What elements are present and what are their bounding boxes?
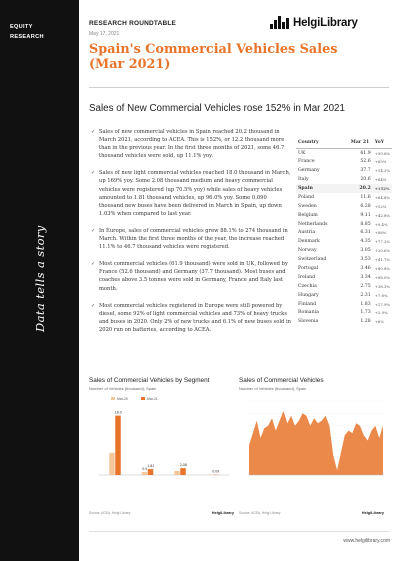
bullet-text: In Europe, sales of commercial vehicles grew 88.1% to 274 thousand in March. Within the first three months of the year, the increase reached 11.1% to 46.7 thousand vehicles were registered. xyxy=(99,227,288,251)
table-row xyxy=(296,166,392,175)
chart-subtitle: Number of Vehicles (thousand), Spain xyxy=(239,386,307,391)
table-cell-yoy: +20.6% xyxy=(374,248,390,254)
table-cell-country: Hungary xyxy=(298,292,319,298)
bar xyxy=(115,416,121,475)
page-title: Spain's Commercial Vehicles Sales (Mar 2021) xyxy=(89,42,338,72)
table-body xyxy=(296,149,392,327)
table-cell-value: 8.85 xyxy=(360,221,371,227)
area-series xyxy=(249,411,383,475)
chart-brand: HelgiLibrary xyxy=(361,511,384,515)
table-cell-country: Czechia xyxy=(298,283,317,289)
table-cell-yoy: +50.6% xyxy=(374,150,390,156)
bar-chart-logo-icon xyxy=(270,16,290,29)
table-cell-value: 3.53 xyxy=(360,257,371,263)
chart-title: Sales of Commercial Vehicles xyxy=(239,377,324,384)
table-cell-country: Romania xyxy=(298,310,319,316)
table-cell-value: 3.05 xyxy=(360,248,371,254)
table-row xyxy=(296,300,392,309)
table-cell-value: 61.9 xyxy=(360,150,371,156)
table-cell-country: Ireland xyxy=(298,274,316,280)
logo-text: HelgiLibrary xyxy=(293,16,358,29)
bullet-list xyxy=(91,128,291,343)
table-cell-country: Slovenia xyxy=(298,319,319,325)
bullet-text: Most commercial vehicles (61.9 thousand) were sold in UK, followed by France (52.6 thousand) and Germany (37.7 thousand). Most buses and coaches above 3.5 tonnes were sold in Germany, France and Italy last month. xyxy=(99,261,288,292)
table-cell-yoy: +64.8% xyxy=(374,194,390,200)
table-cell-value: 3.46 xyxy=(360,266,371,272)
table-row xyxy=(296,193,392,202)
bar xyxy=(180,468,186,475)
table-row xyxy=(296,157,392,166)
bullet-text: Most commercial vehicles registered in Europe were still powered by diesel, some 92% of light commercial vehicles and 73% of heavy trucks and buses in 2020. Only 2% of new trucks and 6.1% of new buses sold in 2020 run on batteries, according to ACEA. xyxy=(99,302,291,333)
tagline-text: Data tells a story xyxy=(33,225,47,332)
bar xyxy=(142,472,148,475)
table-cell-country: Finland xyxy=(298,301,317,307)
table-cell-value: 2.31 xyxy=(360,292,371,298)
sidebar-category xyxy=(10,22,44,42)
table-cell-value: 1.83 xyxy=(360,301,371,307)
table-cell-yoy: +65% xyxy=(374,159,387,165)
table-header-row xyxy=(296,138,392,149)
logo[interactable] xyxy=(270,16,358,29)
table-cell-value: 52.6 xyxy=(360,159,371,165)
bar xyxy=(148,469,154,475)
chart-source: Source: ACEA, Helgi Library xyxy=(239,511,281,515)
table-cell-value: 4.35 xyxy=(360,239,371,245)
table-cell-value: 1.28 xyxy=(360,319,371,325)
table-cell-yoy: +38.3% xyxy=(374,283,390,289)
data-label: 2.08 xyxy=(179,463,187,468)
trend-chart xyxy=(239,377,384,515)
table-cell-value: 20.6 xyxy=(360,177,371,183)
table-cell-country: Switzerland xyxy=(298,257,327,263)
table-row xyxy=(296,246,392,255)
column-header-value: Mar 21 xyxy=(349,138,373,149)
table-cell-yoy: +2.9% xyxy=(374,310,388,316)
table-row xyxy=(296,282,392,291)
table-row xyxy=(296,309,392,318)
check-icon: ✓ xyxy=(91,227,96,234)
check-icon: ✓ xyxy=(91,261,96,268)
table-cell-country: Spain xyxy=(296,184,349,193)
bullet-text: Sales of new light commercial vehicles reached 18.0 thousand in March, up 169% yoy. Some 2.08 thousand medium and heavy commercial vehicles were registered (up 70.5% yoy) while sales of heavy vehicles amounted to 1.81 thousand vehicles, up 96.0% yoy. Some 0.090 thousand new buses have been delivered in March in Spain, up down 1.03% when compared to last year. xyxy=(99,170,291,217)
table-row xyxy=(296,211,392,220)
table-cell-yoy: +86% xyxy=(374,230,387,236)
header-divider xyxy=(89,87,389,88)
table-row xyxy=(296,229,392,238)
category-line-1: EQUITY xyxy=(10,24,33,30)
bullet-text: Sales of new commercial vehicles in Spain reached 20.2 thousand in March 2021, according to ACEA. This is 152%, or 12.2 thousand more than in the previous year. In the first three months of 2021, some 46.7 thousand vehicles were sold, up 11.1% yoy. xyxy=(99,129,285,160)
table-row xyxy=(296,149,392,158)
table-cell-country: Austria xyxy=(298,230,316,236)
table-cell-value: 2.75 xyxy=(360,283,371,289)
table-cell-yoy: +80.8% xyxy=(374,266,390,272)
trend-chart-svg xyxy=(239,395,389,499)
legend-label: Mar-20 xyxy=(117,397,128,401)
page-subheading: Sales of New Commercial Vehicles rose 152% in Mar 2021 xyxy=(89,103,345,114)
bar xyxy=(174,471,180,475)
table-cell-value: 6.31 xyxy=(360,230,371,236)
bar xyxy=(109,453,115,475)
legend-swatch xyxy=(141,397,145,400)
table-row xyxy=(296,291,392,300)
table-row xyxy=(296,184,392,193)
table-row xyxy=(296,255,392,264)
table-cell-value: 1.73 xyxy=(360,310,371,316)
data-label: 0.9 xyxy=(142,467,148,472)
table-cell-yoy: +9.4% xyxy=(374,221,388,227)
chart-source: Source: ACEA, Helgi Library xyxy=(89,511,131,515)
table-cell-yoy: +77.2% xyxy=(374,239,390,245)
table-row xyxy=(296,237,392,246)
table-row xyxy=(296,220,392,229)
footer-divider xyxy=(89,531,389,532)
segment-chart-svg xyxy=(89,395,234,499)
list-item xyxy=(91,128,291,160)
table-cell-country: Portugal xyxy=(298,266,319,272)
table-cell-yoy: +52% xyxy=(374,203,387,209)
table-row xyxy=(296,317,392,326)
table-cell-yoy: +152% xyxy=(373,184,392,193)
table-cell-country: Norway xyxy=(298,248,317,254)
check-icon: ✓ xyxy=(91,302,96,309)
table-cell-yoy: +14.2% xyxy=(374,168,390,174)
chart-brand: HelgiLibrary xyxy=(211,511,234,515)
table-cell-yoy: +42.8% xyxy=(374,212,390,218)
table-cell-yoy: +64% xyxy=(374,177,387,183)
table-cell-value: 20.2 xyxy=(349,184,373,193)
category-line-2: RESEARCH xyxy=(10,34,44,40)
table-cell-value: 6.28 xyxy=(360,203,371,209)
check-icon: ✓ xyxy=(91,129,96,135)
table-row xyxy=(296,273,392,282)
data-label: 0.09 xyxy=(212,469,220,474)
table-cell-yoy: +6% xyxy=(374,319,384,325)
table-row xyxy=(296,175,392,184)
table-cell-country: Sweden xyxy=(298,203,317,209)
table-cell-yoy: +41.7% xyxy=(374,257,390,263)
sidebar xyxy=(0,0,79,561)
legend-swatch xyxy=(111,397,115,400)
list-item xyxy=(91,227,291,251)
country-sales-table xyxy=(296,138,392,326)
column-header-yoy: YoY xyxy=(373,138,392,149)
table-cell-country: Poland xyxy=(298,194,315,200)
table-cell-country: Belgium xyxy=(298,212,318,218)
table-cell-country: UK xyxy=(298,150,306,156)
table-cell-country: Netherlands xyxy=(298,221,328,227)
table-cell-country: Germany xyxy=(298,168,320,174)
table-cell-country: France xyxy=(298,159,315,165)
chart-title: Sales of Commercial Vehicles by Segment xyxy=(89,377,210,384)
table-cell-country: Italy xyxy=(298,177,309,183)
data-label: 18.0 xyxy=(114,410,122,415)
table-cell-value: 37.7 xyxy=(360,168,371,174)
table-cell-value: 11.6 xyxy=(360,194,371,200)
report-date: May 17, 2021 xyxy=(89,31,120,37)
chart-subtitle: Number of Vehicles (thousand), Spain xyxy=(89,386,157,391)
list-item xyxy=(91,260,291,292)
section-label: RESEARCH ROUNDTABLE xyxy=(89,20,177,27)
table-cell-value: 3.34 xyxy=(360,274,371,280)
footer-link[interactable]: www.helgilibrary.com xyxy=(343,538,390,544)
list-item xyxy=(91,169,291,218)
column-header-country: Country xyxy=(296,138,349,149)
table-row xyxy=(296,202,392,211)
data-label: 1.81 xyxy=(147,464,155,469)
table-cell-yoy: +7.8% xyxy=(374,292,388,298)
table-row xyxy=(296,264,392,273)
table-cell-yoy: +17.9% xyxy=(374,301,390,307)
table-cell-country: Denmark xyxy=(298,239,320,245)
table-cell-value: 9.11 xyxy=(360,212,371,218)
table-cell-yoy: +88.0% xyxy=(374,274,390,280)
check-icon: ✓ xyxy=(91,170,96,177)
legend-label: Mar-21 xyxy=(147,397,158,401)
list-item xyxy=(91,302,291,334)
segment-chart xyxy=(89,377,234,515)
